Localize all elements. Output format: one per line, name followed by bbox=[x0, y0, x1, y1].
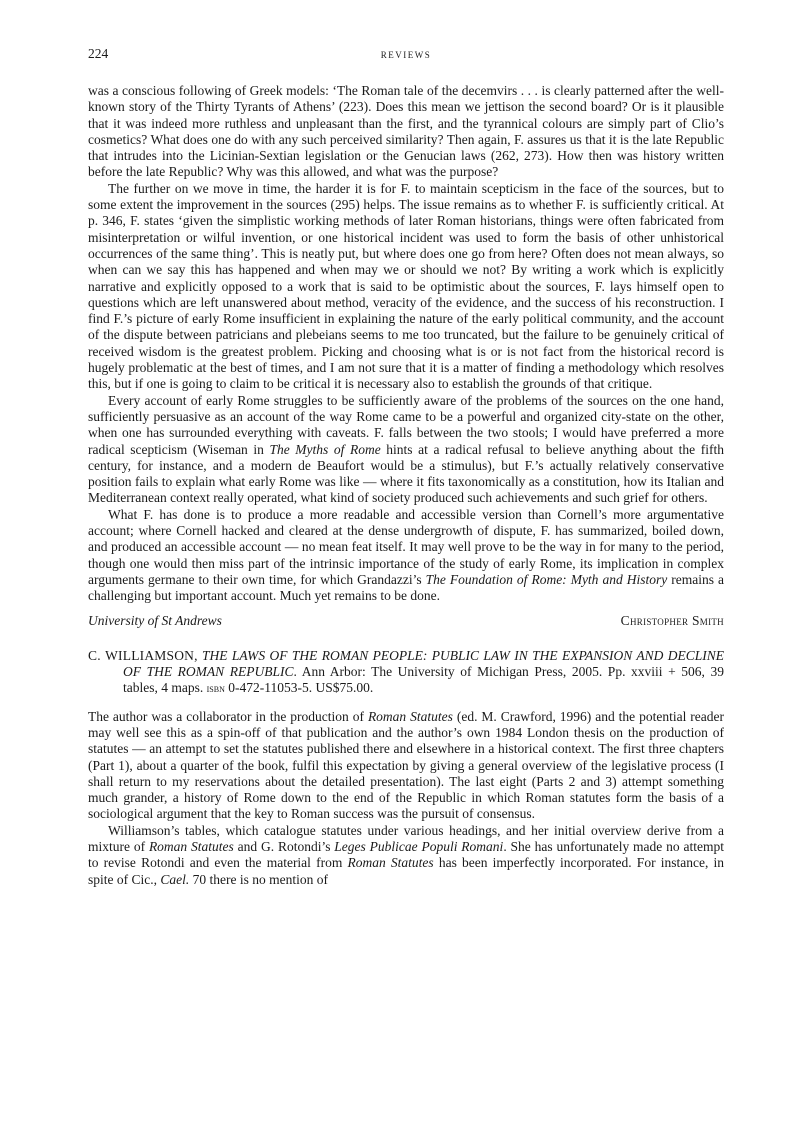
isbn-label: isbn bbox=[206, 683, 225, 696]
running-head bbox=[88, 46, 724, 68]
italic-title: Leges Publicae Populi Romani bbox=[334, 839, 504, 855]
page-number: 224 bbox=[88, 46, 109, 61]
review-body-1 bbox=[88, 83, 724, 605]
italic-title: Roman Statutes bbox=[148, 839, 234, 855]
book-citation bbox=[88, 648, 724, 698]
isbn-value: 0-472-11053-5. US$75.00. bbox=[224, 680, 374, 696]
paragraph: The further on we move in time, the harder it is for F. to maintain scepticism in the face of the sources, but to some extent the improvement in the sources (295) helps. The issue remains as to whether F. is sufficiently critical. At p. 346, F. states ‘given the simplistic working methods of later Roman historians, things were often fabricated from misinterpretation or wilful invention, or one historical incident was used to form the basis of other unhistorical occurrences of the same thing’. This is neatly put, but where does one go from here? Often does not mean always, so when can we say this has happened and when may we or should we not? By writing a work which is explicitly narrative and explicitly opposed to a work that is said to be optimistic about the sources, F. lays himself open to questions which are left unanswered about method, veracity of the evidence, and the success of his reconstruction. I find F.’s picture of early Rome insufficient in explaining the nature of the early political community, and the account of the dispute between patricians and plebeians seems to me too truncated, but the failure to be genuinely critical of received wisdom is the greatest problem. Picking and choosing what is or is not fact from the historical record is hugely problematic at the best of times, and I am not sure that it is a matter of finding a methodology which resolves this, but if one is going to claim to be critical it is necessary also to establish the grounds of that critique. bbox=[88, 180, 724, 392]
running-title: reviews bbox=[380, 46, 432, 61]
italic-title: Roman Statutes bbox=[367, 708, 453, 724]
review-body-2 bbox=[88, 709, 724, 888]
italic-title: The Foundation of Rome: Myth and History bbox=[425, 571, 668, 587]
book-publication: . Ann Arbor: The University of Michigan Press, 2005. Pp. xxviii + 506, 39 tables, 4 maps. bbox=[123, 664, 724, 696]
paragraph: was a conscious following of Greek models: ‘The Roman tale of the decemvirs . . . is clearly patterned after the well-known story of the Thirty Tyrants of Athens’ (223). Does this mean we jettison the second board? Or is it plausible that it was indeed more ruthless and unpleasant than the first, and the tyrannical colours are simply part of Clio’s cosmetics? What does one do with any such perceived similarity? Then again, F. assures us that it is the late Republic that intrudes into the Licinian-Sextian legislation or the Genucian laws (262, 273). How then was history written before the late Republic? Why was this allowed, and what was the purpose? bbox=[88, 83, 724, 180]
book-title: THE LAWS OF THE ROMAN PEOPLE: PUBLIC LAW IN THE EXPANSION AND DECLINE OF THE ROMAN REPUBLIC bbox=[123, 647, 725, 680]
italic-title: Cael. bbox=[160, 871, 190, 887]
review-signature bbox=[88, 613, 724, 629]
paragraph: What F. has done is to produce a more readable and accessible version than Cornell’s more argumentative account; where Cornell hacked and cleared at the dense undergrowth of dispute, F. has summarized, boiled down, and produced an accessible account — no mean feat itself. It may well prove to be the way in for many to the period, though one would then miss part of the intrinsic importance of the study of early Rome, its implication in complex arguments germane to their own time, for which Grandazzi’s The Foundation of Rome: Myth and History remains a challenging but important account. Much yet remains to be done. bbox=[88, 506, 724, 604]
reviewer-affiliation: University of St Andrews bbox=[88, 612, 222, 628]
paragraph: Williamson’s tables, which catalogue statutes under various headings, and her initial overview derive from a mixture of Roman Statutes and G. Rotondi’s Leges Publicae Populi Romani. She has unfortunately made no attempt to revise Rotondi and even the material from Roman Statutes has been imperfectly incorporated. For instance, in spite of Cic., Cael. 70 there is no mention of bbox=[88, 822, 725, 887]
italic-title: The Myths of Rome bbox=[269, 441, 381, 457]
italic-title: Roman Statutes bbox=[347, 855, 434, 871]
paragraph: The author was a collaborator in the production of Roman Statutes (ed. M. Crawford, 1996) and the potential reader may well see this as a spin-off of that publication and the author’s own 1984 London thesis on the production of statutes — an attempt to set the statutes published there and elsewhere in a historical context. The first three chapters (Part 1), about a quarter of the book, fulfil this expectation by giving a general overview of the legislative process (I shall return to my reservations about the detailed presentation). The last eight (Parts 2 and 3) attempt something much grander, a history of Rome down to the end of the Republic in which Roman statutes form the basis of a sociological argument that the key to Roman success was the pursuit of consensus. bbox=[88, 708, 724, 822]
book-author: C. WILLIAMSON, bbox=[88, 647, 198, 663]
journal-page bbox=[88, 46, 724, 888]
reviewer-name: Christopher Smith bbox=[620, 612, 724, 628]
paragraph: Every account of early Rome struggles to be sufficiently aware of the problems of the sources on the one hand, sufficiently persuasive as an account of the way Rome came to be a powerful and organized city-state on the other, when one has surrounded everything with caveats. F. falls between the two stools; I would have preferred a more radical scepticism (Wiseman in The Myths of Rome hints at a radical refusal to believe anything about the fifth century, for instance, and a modern de Beaufort would be a stimulus), but F.’s actually relatively conservative position fails to explain what early Rome was like — where it fits taxonomically as a constitution, how its Italian and Mediterranean context really operated, what kind of society produced such achievements and such grief for others. bbox=[88, 392, 724, 506]
